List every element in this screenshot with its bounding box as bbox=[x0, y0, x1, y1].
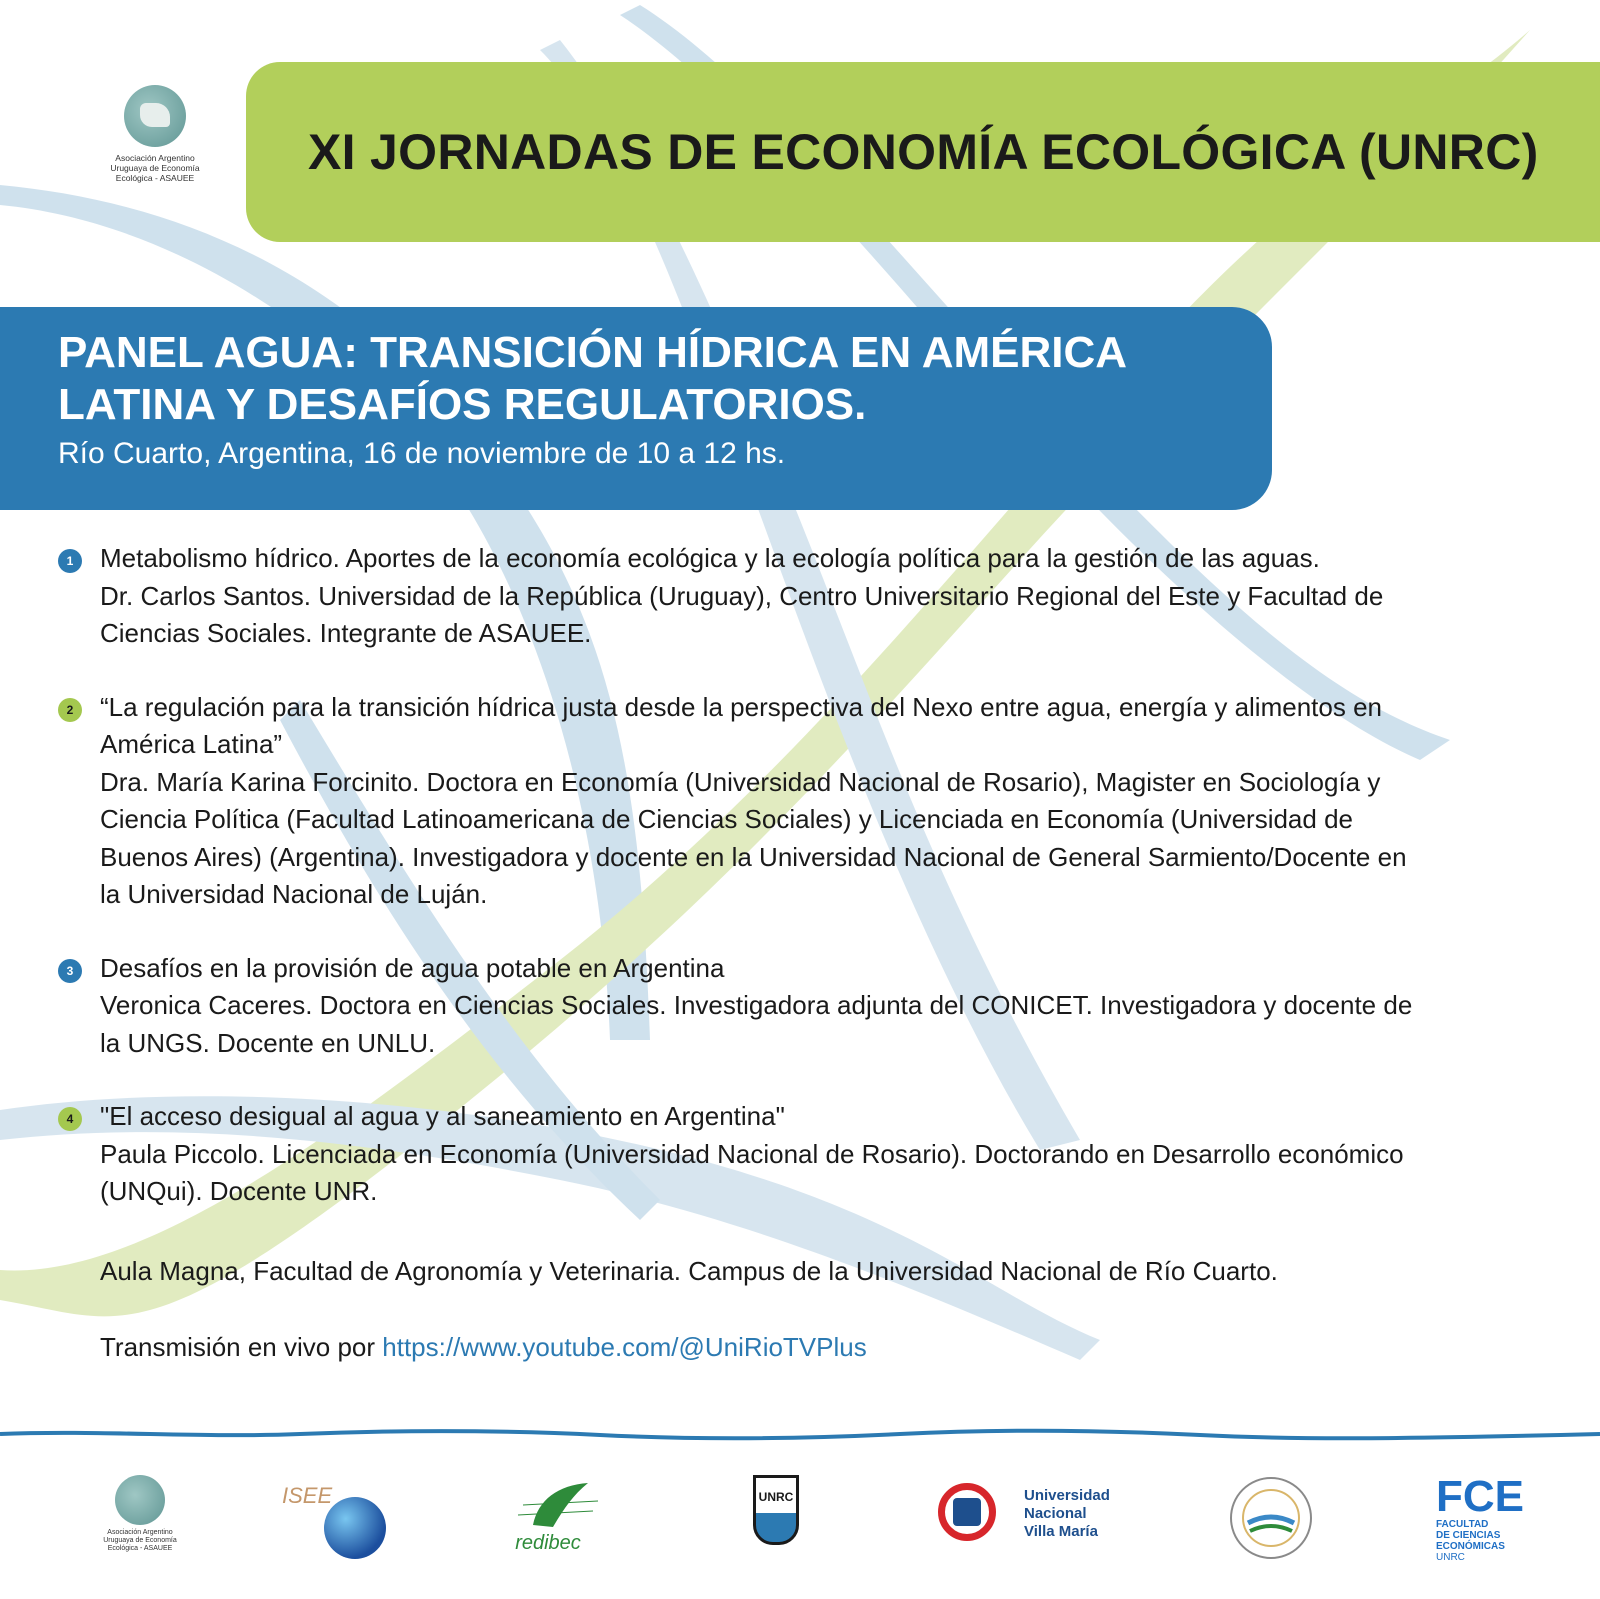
stream-label: Transmisión en vivo por bbox=[100, 1332, 383, 1362]
asauee-emblem-icon bbox=[124, 85, 186, 147]
unvm-ring-icon bbox=[938, 1483, 996, 1541]
footer-divider bbox=[0, 1428, 1600, 1442]
talk-line: Metabolismo hídrico. Aportes de la economía ecológica y la ecología política para la gestión de las aguas. bbox=[100, 543, 1320, 573]
unrc-shield-icon bbox=[753, 1475, 799, 1545]
fce-sub-4: UNRC bbox=[1436, 1552, 1465, 1563]
isee-text: ISEE bbox=[282, 1483, 333, 1508]
seal-icon bbox=[1228, 1475, 1314, 1561]
fce-sub-3: ECONÓMICAS bbox=[1436, 1541, 1505, 1552]
globe-icon bbox=[324, 1497, 386, 1559]
talk-line: Dra. María Karina Forcinito. Doctora en Economía (Universidad Nacional de Rosario), Magister en Sociología y bbox=[100, 766, 1381, 797]
redibec-text: redibec bbox=[515, 1532, 581, 1554]
fce-sub-2: DE CIENCIAS bbox=[1436, 1530, 1501, 1541]
talk-list bbox=[55, 540, 1575, 1247]
event-title: XI JORNADAS DE ECONOMÍA ECOLÓGICA (UNRC) bbox=[308, 124, 1539, 180]
panel-subtitle: Río Cuarto, Argentina, 16 de noviembre de 10 a 12 hs. bbox=[58, 437, 786, 470]
asauee-emblem-icon bbox=[115, 1475, 165, 1525]
panel-banner bbox=[0, 307, 1272, 510]
villa-maria-seal-logo bbox=[1228, 1475, 1314, 1566]
fce-text: FCE bbox=[1436, 1472, 1524, 1521]
talk-line: Dr. Carlos Santos. Universidad de la República (Uruguay), Centro Universitario Regional del Este y Facultad de bbox=[100, 580, 1384, 611]
number-badge: 1 bbox=[58, 549, 82, 573]
asauee-caption-1: Asociación Argentino bbox=[115, 153, 195, 163]
talk-line: Veronica Caceres. Doctora en Ciencias Sociales. Investigadora adjunta del CONICET. Investigadora y docente de bbox=[100, 990, 1413, 1020]
asauee-caption-2: Uruguaya de Economía bbox=[110, 163, 200, 173]
talk-item bbox=[55, 540, 1575, 653]
talk-line: la Universidad Nacional de Luján. bbox=[100, 879, 488, 909]
fce-sub-1: FACULTAD bbox=[1436, 1519, 1489, 1530]
talk-line: Ciencia Política (Facultad Latinoamericana de Ciencias Sociales) y Licenciada en Economía (Universidad de bbox=[100, 804, 1353, 834]
panel-title-line-2: LATINA Y DESAFÍOS REGULATORIOS. bbox=[58, 380, 867, 429]
asauee-footer-caption-3: Ecológica - ASAUEE bbox=[107, 1545, 173, 1552]
talk-line: América Latina” bbox=[100, 729, 283, 759]
event-title-banner bbox=[246, 62, 1600, 242]
unrc-logo bbox=[748, 1475, 804, 1545]
talk-item bbox=[55, 950, 1575, 1063]
panel-title-line-1: PANEL AGUA: TRANSICIÓN HÍDRICA EN AMÉRICA bbox=[58, 328, 1128, 377]
venue-text: Aula Magna, Facultad de Agronomía y Veterinaria. Campus de la Universidad Nacional de Río Cuarto. bbox=[100, 1256, 1278, 1286]
talk-item bbox=[55, 689, 1575, 914]
unvm-line-2: Nacional bbox=[1024, 1505, 1087, 1522]
redibec-logo bbox=[488, 1475, 608, 1555]
number-badge: 2 bbox=[58, 698, 82, 722]
talk-line: Paula Piccolo. Licenciada en Economía (Universidad Nacional de Rosario). Doctorando en Desarrollo económico bbox=[100, 1138, 1404, 1169]
asauee-footer-logo bbox=[90, 1475, 190, 1553]
fce-logo bbox=[1436, 1472, 1546, 1563]
unvm-line-3: Villa María bbox=[1024, 1523, 1098, 1540]
talk-line: Buenos Aires) (Argentina). Investigadora y docente en la Universidad Nacional de General Sarmiento/Docente en bbox=[100, 841, 1407, 872]
sponsor-logos bbox=[0, 1472, 1600, 1585]
asauee-footer-caption-1: Asociación Argentino bbox=[107, 1529, 173, 1536]
asauee-footer-caption-2: Uruguaya de Economía bbox=[103, 1537, 177, 1544]
unvm-line-1: Universidad bbox=[1024, 1487, 1110, 1504]
talk-line: (UNQui). Docente UNR. bbox=[100, 1176, 378, 1206]
talk-line: Ciencias Sociales. Integrante de ASAUEE. bbox=[100, 618, 592, 648]
number-badge: 3 bbox=[58, 959, 82, 983]
youtube-link[interactable]: https://www.youtube.com/@UniRioTVPlus bbox=[382, 1332, 867, 1362]
number-badge: 4 bbox=[58, 1107, 82, 1131]
talk-item bbox=[55, 1098, 1575, 1211]
talk-line: Desafíos en la provisión de agua potable en Argentina bbox=[100, 952, 725, 983]
unrc-text: UNRC bbox=[758, 1490, 794, 1504]
stream-line bbox=[100, 1332, 867, 1363]
redibec-leaf-icon bbox=[493, 1475, 603, 1535]
talk-line: la UNGS. Docente en UNLU. bbox=[100, 1027, 436, 1058]
asauee-caption-3: Ecológica - ASAUEE bbox=[115, 173, 195, 183]
asauee-logo bbox=[95, 85, 215, 183]
talk-line: "El acceso desigual al agua y al saneamiento en Argentina" bbox=[100, 1101, 785, 1131]
talk-line: “La regulación para la transición hídrica justa desde la perspectiva del Nexo entre agua, energía y alimentos en bbox=[100, 691, 1382, 722]
